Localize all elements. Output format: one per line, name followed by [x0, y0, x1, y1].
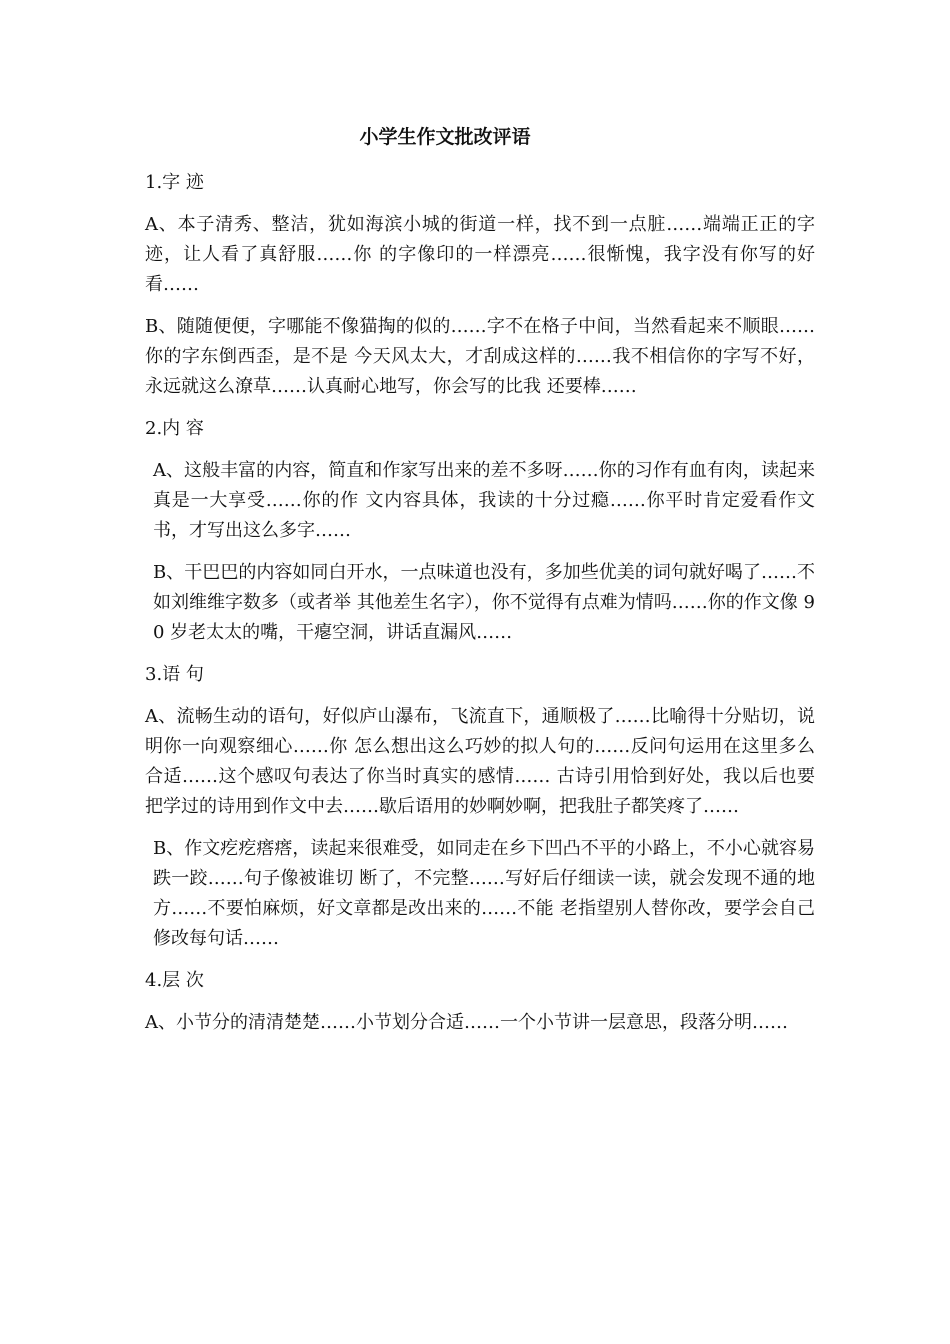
- section-heading-handwriting: 1.字 迹: [145, 172, 204, 193]
- paragraph-sentences-a: A、流畅生动的语句，好似庐山瀑布，飞流直下，通顺极了……比喻得十分贴切，说明你一向观察细心……你 怎么想出这么巧妙的拟人句的……反问句运用在这里多么合适……这个感叹句表达了你当时真实的感情…… 古诗引用恰到好处，我以后也要把学过的诗用到作文中去……歇后语用的妙啊妙啊，把我肚子都笑疼了……: [145, 706, 815, 817]
- paragraph-content-a: A、这般丰富的内容，简直和作家写出来的差不多呀……你的习作有血有肉，读起来真是一大享受……你的作 文内容具体，我读的十分过瘾……你平时肯定爱看作文书，才写出这么多字……: [153, 460, 815, 541]
- paragraph-sentences-b: B、作文疙疙瘩瘩，读起来很难受，如同走在乡下凹凸不平的小路上，不小心就容易跌一跤……句子像被谁切 断了，不完整……写好后仔细读一读，就会发现不通的地方……不要怕麻烦，好文章都是改出来的……不能 老指望别人替你改，要学会自己修改每句话……: [153, 838, 815, 949]
- paragraph-handwriting-b: B、随随便便，字哪能不像猫掏的似的……字不在格子中间，当然看起来不顺眼……你的字东倒西歪，是不是 今天风太大，才刮成这样的……我不相信你的字写不好，永远就这么潦草……认真耐心地写，你会写的比我 还要棒……: [145, 316, 815, 397]
- section-heading-content: 2.内 容: [145, 418, 204, 439]
- paragraph-content-b: B、干巴巴的内容如同白开水，一点味道也没有，多加些优美的词句就好喝了……不如刘维维字数多（或者举 其他差生名字），你不觉得有点难为情吗……你的作文像 90 岁老太太的嘴，干瘪空洞，讲话直漏风……: [153, 562, 815, 643]
- section-heading-sentences: 3.语 句: [145, 664, 204, 685]
- document-body: [145, 168, 815, 1050]
- paragraph-structure-a: A、小节分的清清楚楚……小节划分合适……一个小节讲一层意思，段落分明……: [145, 1012, 788, 1033]
- paragraph-handwriting-a: A、本子清秀、整洁，犹如海滨小城的街道一样，找不到一点脏……端端正正的字迹，让人看了真舒服……你 的字像印的一样漂亮……很惭愧，我字没有你写的好看……: [145, 214, 815, 295]
- document-title: 小学生作文批改评语: [359, 126, 531, 148]
- section-heading-structure: 4.层 次: [145, 970, 204, 991]
